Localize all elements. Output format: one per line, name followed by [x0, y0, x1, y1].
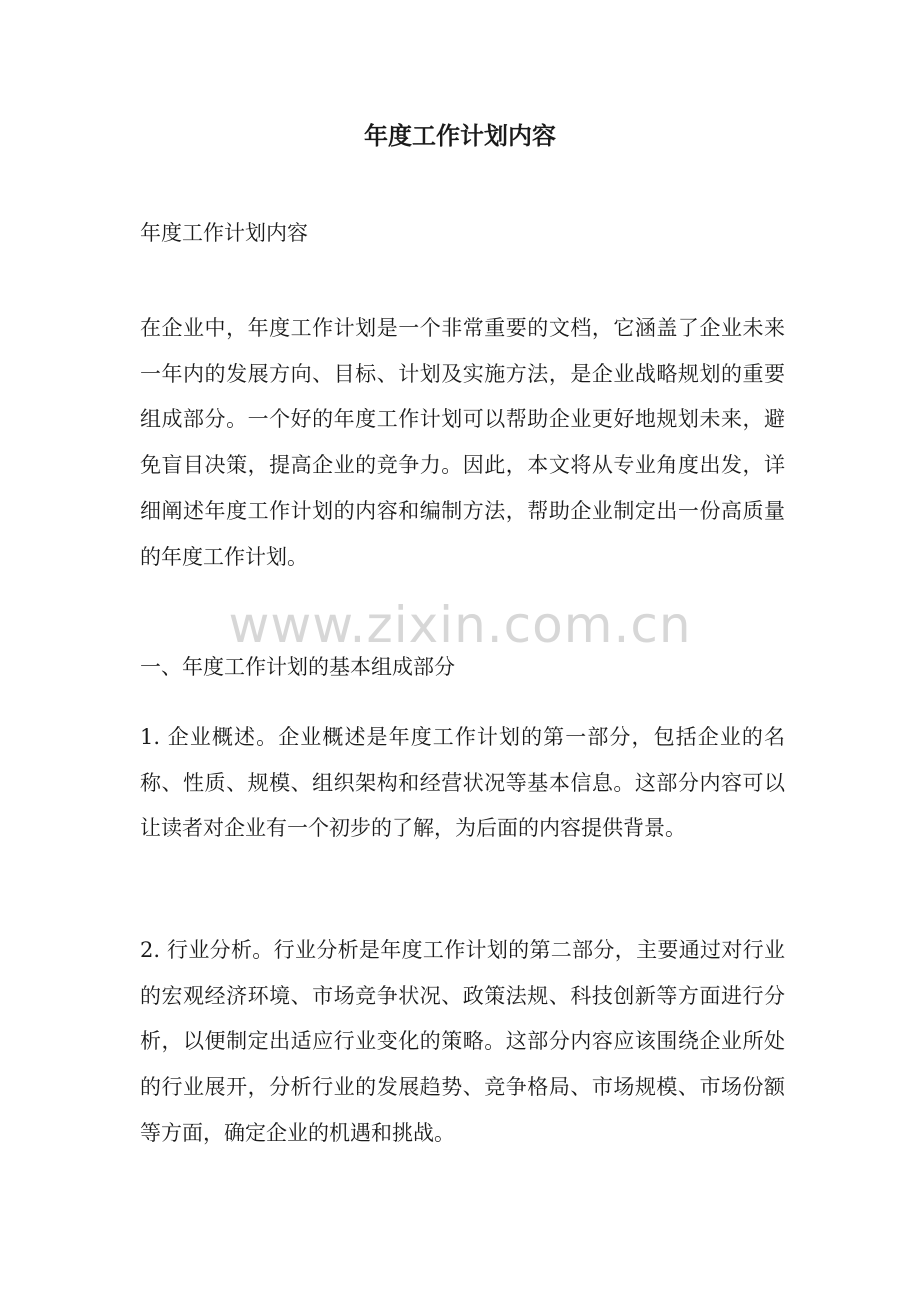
item-industry-analysis: 2. 行业分析。行业分析是年度工作计划的第二部分，主要通过对行业的宏观经济环境、市场竞争状况、政策法规、科技创新等方面进行分析，以便制定出适应行业变化的策略。这部分内容应该围绕企业所处的行业展开，分析行业的发展趋势、竞争格局、市场规模、市场份额等方面，确定企业的机遇和挑战。 — [140, 938, 785, 1145]
section-heading-basic-components: 一、年度工作计划的基本组成部分 — [140, 655, 455, 679]
document-subheading: 年度工作计划内容 — [140, 221, 308, 245]
watermark: www.zixin.com.cn — [228, 596, 692, 654]
item-company-overview: 1. 企业概述。企业概述是年度工作计划的第一部分，包括企业的名称、性质、规模、组织架构和经营状况等基本信息。这部分内容可以让读者对企业有一个初步的了解，为后面的内容提供背景。 — [140, 725, 785, 841]
document-title: 年度工作计划内容 — [364, 121, 556, 150]
intro-paragraph: 在企业中，年度工作计划是一个非常重要的文档，它涵盖了企业未来一年内的发展方向、目标、计划及实施方法，是企业战略规划的重要组成部分。一个好的年度工作计划可以帮助企业更好地规划未来，避免盲目决策，提高企业的竞争力。因此，本文将从专业角度出发，详细阐述年度工作计划的内容和编制方法，帮助企业制定出一份高质量的年度工作计划。 — [140, 316, 785, 569]
